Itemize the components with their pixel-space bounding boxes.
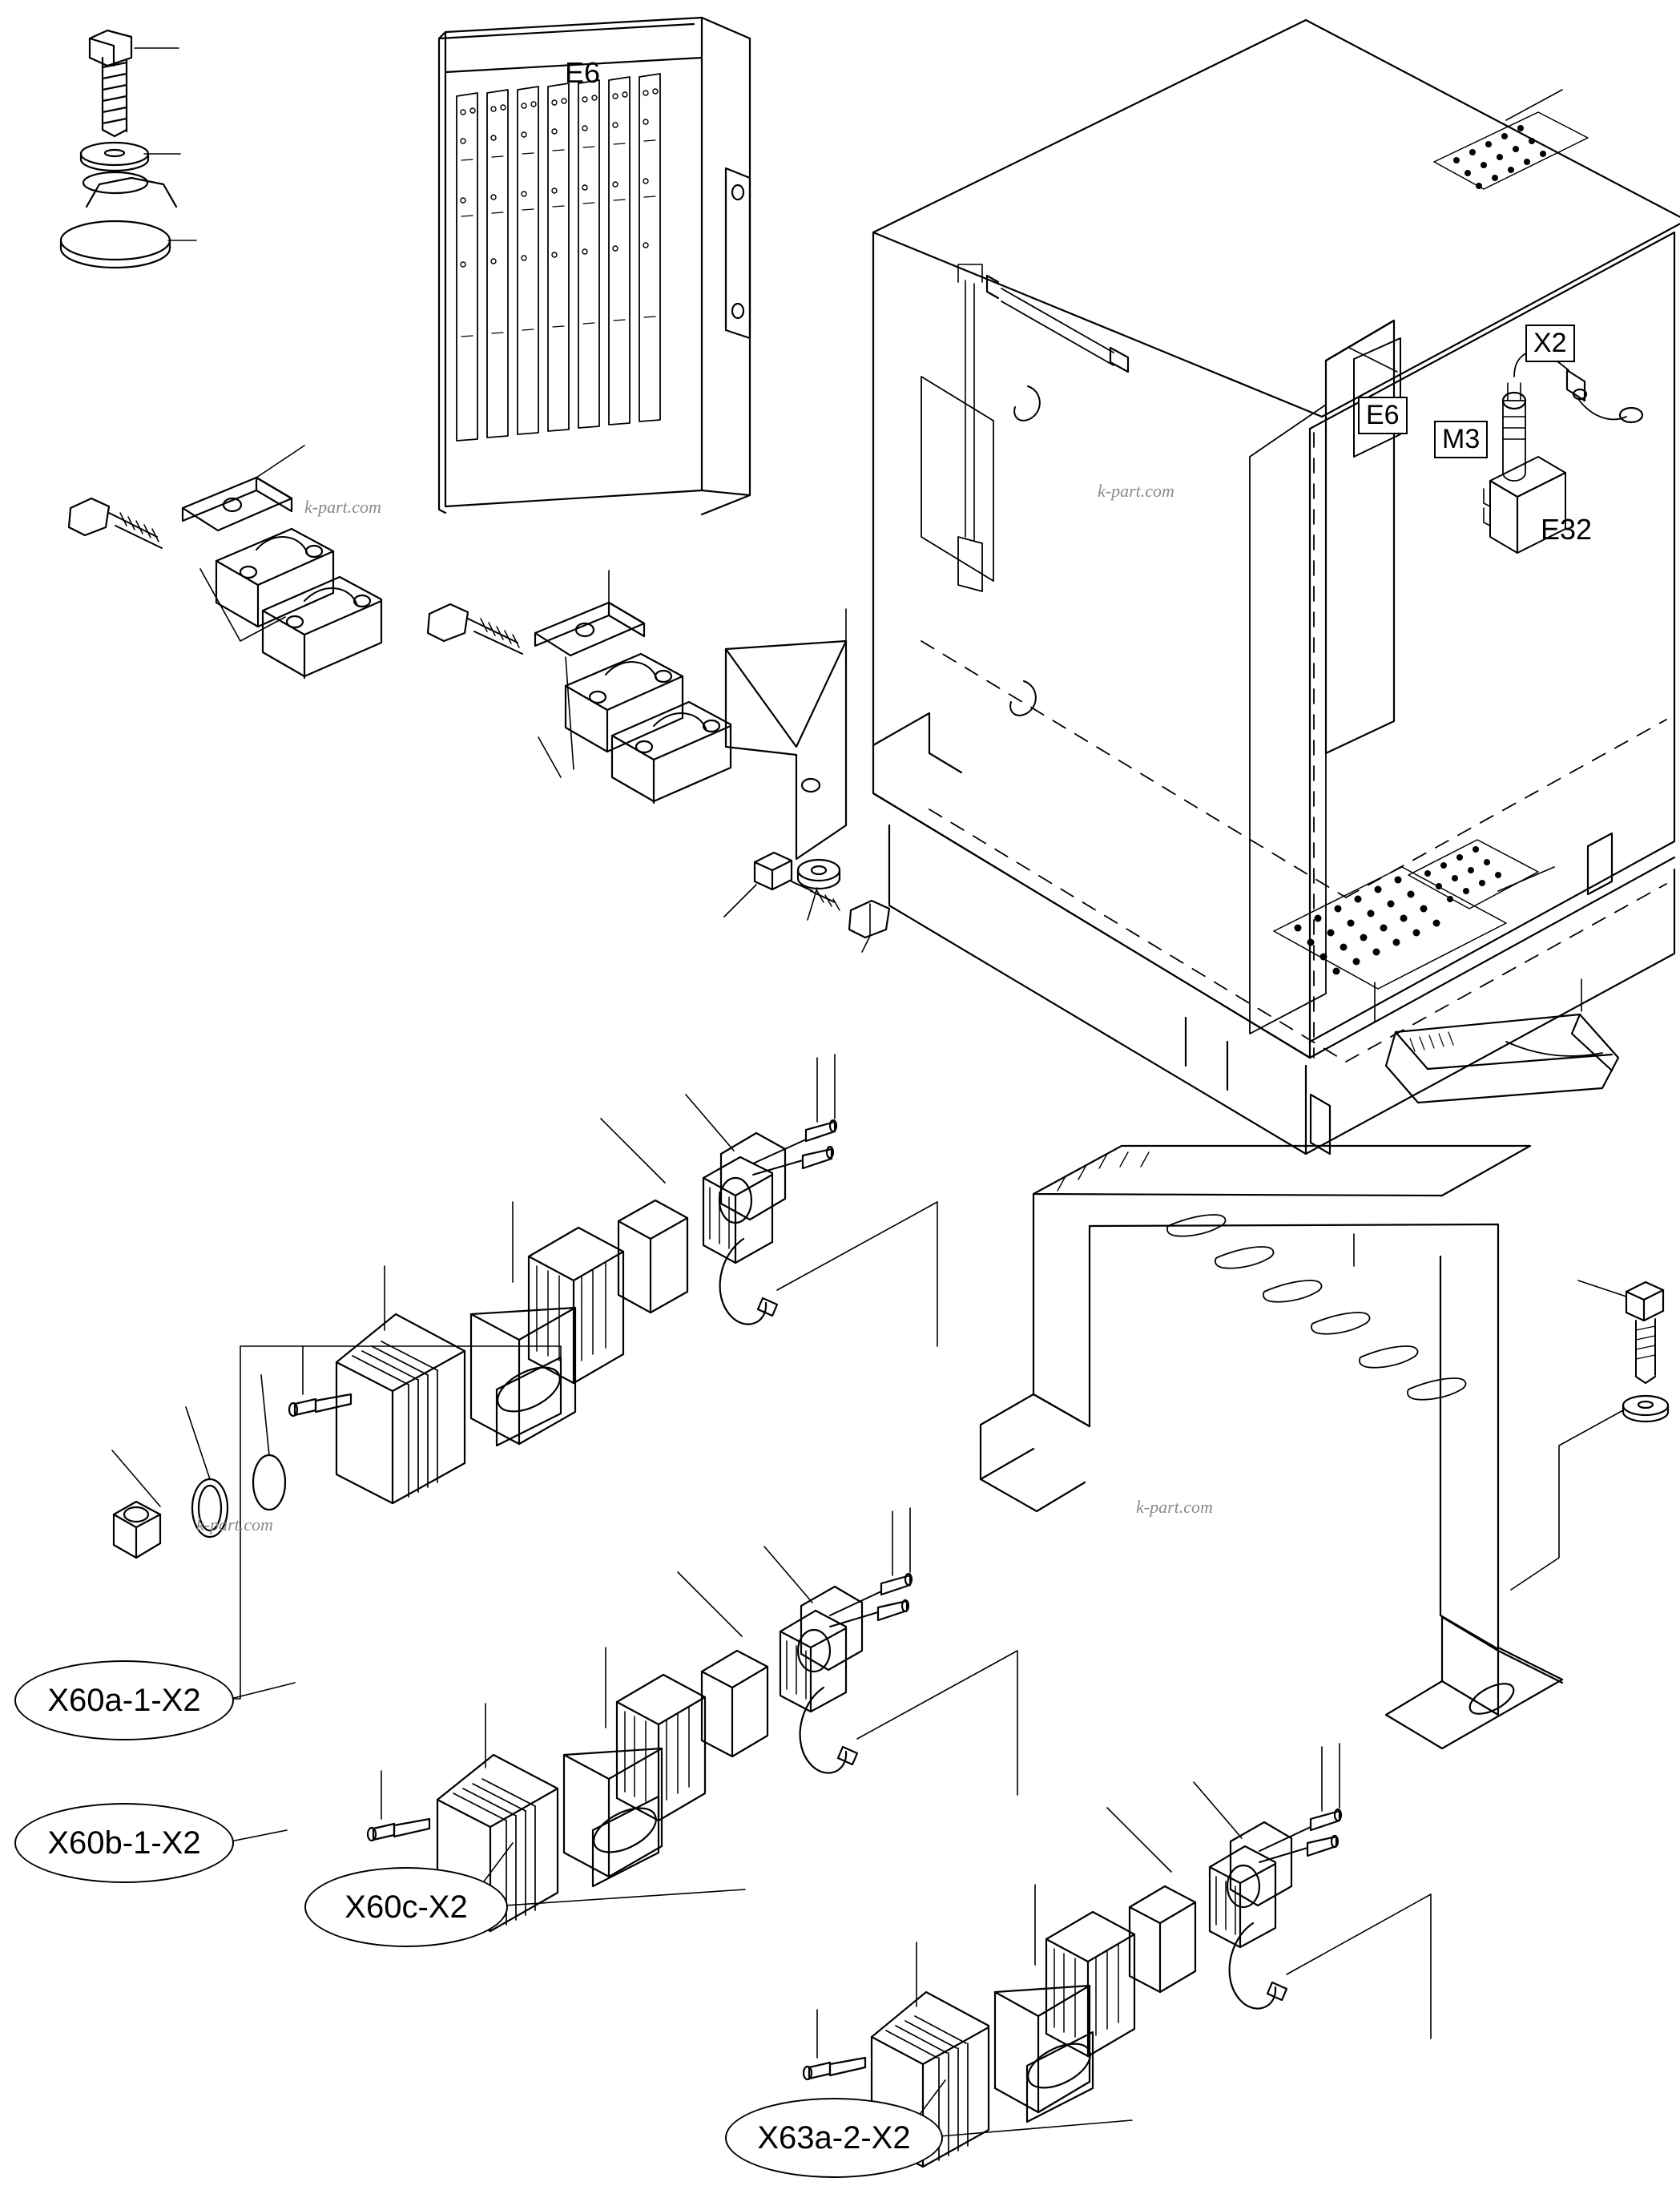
cabinet-enclosure — [873, 20, 1680, 1154]
callout-x60c-x2[interactable]: X60c-X2 — [304, 1867, 508, 1947]
connector-set-2 — [368, 1508, 1017, 1931]
e6-panel-label: E6 — [1358, 397, 1408, 434]
m3-label: M3 — [1434, 421, 1488, 458]
clamp-assembly-lower — [428, 571, 731, 803]
connector-set-1 — [112, 1055, 937, 1699]
x2-label: X2 — [1525, 325, 1575, 362]
watermark: k-part.com — [1136, 1497, 1213, 1517]
e6-module — [439, 18, 750, 514]
connector-set-3 — [804, 1744, 1431, 2167]
callout-x60a-1-x2[interactable]: X60a-1-X2 — [14, 1660, 234, 1740]
watermark: k-part.com — [196, 1514, 273, 1534]
watermark: k-part.com — [1098, 481, 1174, 501]
e32-label: E32 — [1541, 513, 1593, 546]
callout-x60b-1-x2[interactable]: X60b-1-X2 — [14, 1803, 234, 1883]
callout-x63a-2-x2[interactable]: X63a-2-X2 — [725, 2098, 943, 2178]
vibration-mount-assembly — [61, 30, 196, 268]
e6-module-label: E6 — [565, 56, 601, 89]
support-bracket — [981, 1146, 1668, 1748]
watermark: k-part.com — [304, 497, 381, 517]
clamp-assembly-upper — [69, 446, 381, 678]
bracket-plate — [724, 609, 889, 952]
